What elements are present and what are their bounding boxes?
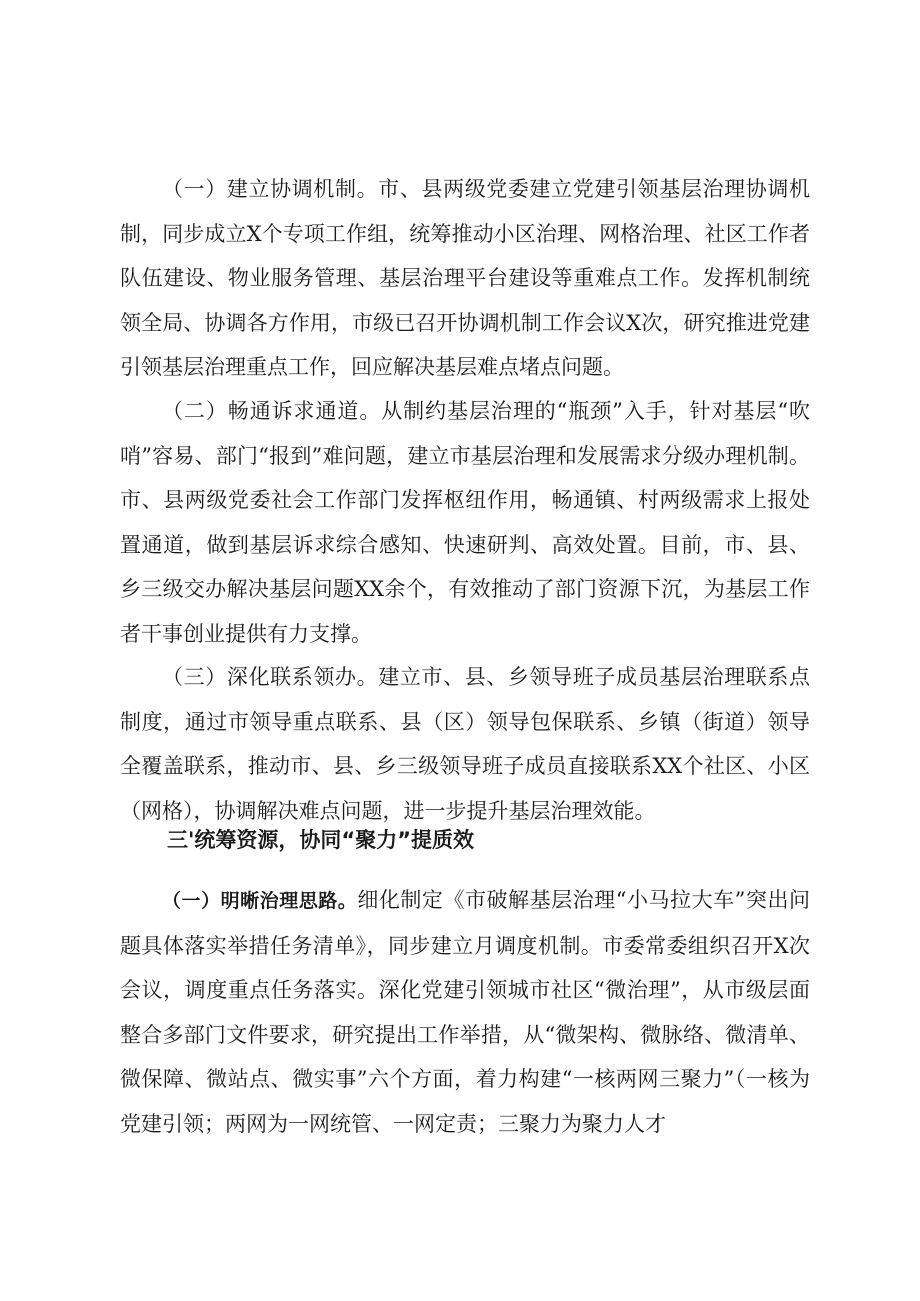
paragraph-governance-approach (120, 878, 810, 1147)
paragraph-text: 细化制定《市破解基层治理“小马拉大车”突出问题具体落实举措任务清单》，同步建立月调度机制。市委常委组织召开X次会议，调度重点任务落实。深化党建引领城市社区“微治理”，从市级层面整合多部门文件要求，研究提出工作举措，从“微架构、微脉络、微清单、微保障、微站点、微实事”六个方面，着力构建“一核两网三聚力”（一核为党建引领；两网为一网统管、一网定责；三聚力为聚力人才 (120, 888, 810, 1136)
paragraph-appeal-channel (120, 389, 810, 657)
paragraph-liaison-leadership (120, 655, 810, 833)
paragraph-lead-title: （一）明晰治理思路。 (162, 890, 358, 912)
paragraph-coordination-mechanism (120, 167, 810, 390)
paragraph-text: （一）建立协调机制。市、县两级党委建立党建引领基层治理协调机制，同步成立X个专项工作组，统筹推动小区治理、网格治理、社区工作者队伍建设、物业服务管理、基层治理平台建设等重难点工作。发挥机制统领全局、协调各方作用，市级已召开协调机制工作会议X次，研究推进党建引领基层治理重点工作，回应解决基层难点堵点问题。 (120, 177, 810, 380)
paragraph-text: （三）深化联系领办。建立市、县、乡领导班子成员基层治理联系点制度，通过市领导重点联系、县（区）领导包保联系、乡镇（街道）领导全覆盖联系，推动市、县、乡三级领导班子成员直接联系XX个社区、小区（网格），协调解决难点问题，进一步提升基层治理效能。 (120, 665, 810, 823)
paragraph-text: （二）畅通诉求通道。从制约基层治理的“瓶颈”入手，针对基层“吹哨”容易、部门“报到”难问题，建立市基层治理和发展需求分级办理机制。市、县两级党委社会工作部门发挥枢纽作用，畅通镇、村两级需求上报处置通道，做到基层诉求综合感知、快速研判、高效处置。目前，市、县、乡三级交办解决基层问题XX余个，有效推动了部门资源下沉，为基层工作者干事创业提供有力支撑。 (120, 399, 810, 646)
section-heading: 三'统筹资源，协同“聚力”提质效 (167, 828, 475, 852)
